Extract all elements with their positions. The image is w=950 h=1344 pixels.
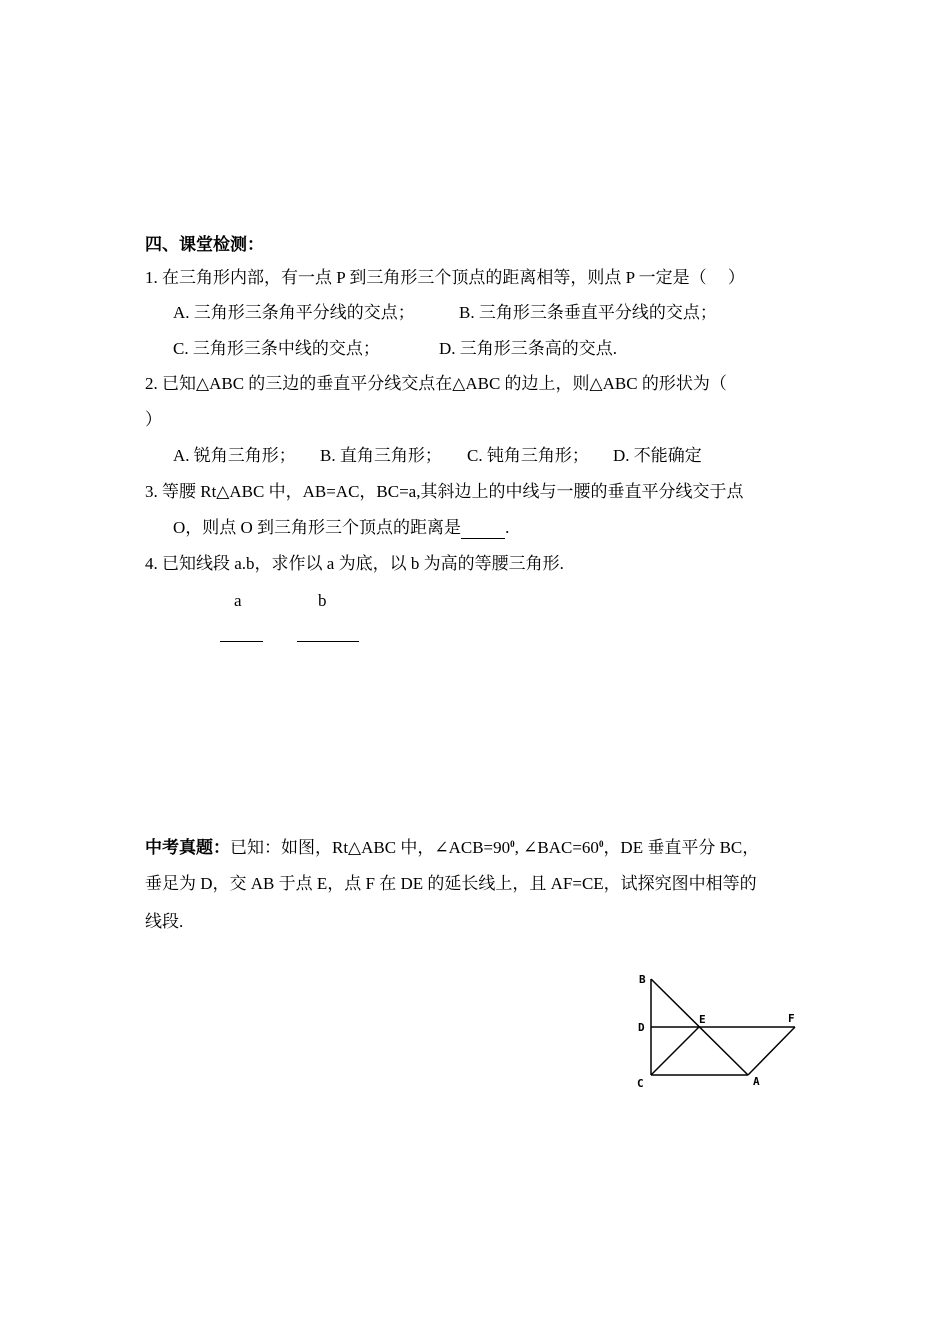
question-1-option-a: A. 三角形三条角平分线的交点；: [173, 303, 415, 322]
segment-b: [297, 641, 359, 642]
degree-mark-2: 0: [598, 839, 604, 849]
question-2-option-a: A. 锐角三角形；: [173, 446, 296, 465]
answer-blank: [461, 518, 505, 539]
exam-line-1-post: ，DE 垂直平分 BC，: [603, 838, 760, 857]
exam-line-1: [145, 838, 759, 858]
question-2-option-b: B. 直角三角形；: [320, 446, 442, 465]
exam-line-1-mid: , ∠BAC=60: [514, 838, 599, 857]
question-2-option-d: D. 不能确定: [613, 446, 702, 465]
question-2-option-c: C. 钝角三角形；: [467, 446, 589, 465]
point-f-label: F: [788, 1012, 795, 1025]
exam-line-1-pre: 已知：如图，Rt△ABC 中，∠ACB=90: [230, 838, 511, 857]
geometry-figure: [630, 965, 810, 1095]
exam-label: 中考真题：: [145, 838, 230, 857]
point-c-label: C: [637, 1077, 644, 1090]
question-3-line-1: 3. 等腰 Rt△ABC 中，AB=AC，BC=a,其斜边上的中线与一腰的垂直平分线交于点: [145, 482, 744, 501]
point-b-label: B: [639, 973, 646, 986]
question-3-line-2-end: .: [505, 518, 510, 537]
question-1-option-d: D. 三角形三条高的交点.: [439, 339, 618, 358]
question-3-line-2-text: O，则点 O 到三角形三个顶点的距离是: [173, 518, 462, 537]
question-2-stem-end: ）: [145, 410, 162, 429]
point-a-label: A: [753, 1075, 760, 1088]
point-e-label: E: [699, 1013, 706, 1026]
question-1-stem: 1. 在三角形内部，有一点 P 到三角形三个顶点的距离相等，则点 P 一定是（ ）: [145, 268, 745, 287]
question-2-stem: 2. 已知△ABC 的三边的垂直平分线交点在△ABC 的边上，则△ABC 的形状为（: [145, 374, 727, 393]
exam-line-2: 垂足为 D，交 AB 于点 E，点 F 在 DE 的延长线上，且 AF=CE，试探究图中相等的: [145, 874, 757, 893]
segment-a-label: a: [234, 591, 242, 610]
degree-mark-1: 0: [510, 839, 515, 849]
exam-line-3: 线段.: [145, 912, 184, 931]
segment-fa: [748, 1027, 795, 1075]
segment-a: [220, 641, 263, 642]
point-d-label: D: [638, 1021, 645, 1034]
section-heading: 四、课堂检测：: [145, 235, 264, 254]
question-1-option-c: C. 三角形三条中线的交点；: [173, 339, 380, 358]
question-4-stem: 4. 已知线段 a.b，求作以 a 为底，以 b 为高的等腰三角形.: [145, 554, 564, 573]
segment-ce: [651, 1027, 699, 1075]
segment-b-label: b: [318, 591, 327, 610]
question-1-option-b: B. 三角形三条垂直平分线的交点；: [459, 303, 717, 322]
question-3-line-2: [173, 518, 509, 539]
